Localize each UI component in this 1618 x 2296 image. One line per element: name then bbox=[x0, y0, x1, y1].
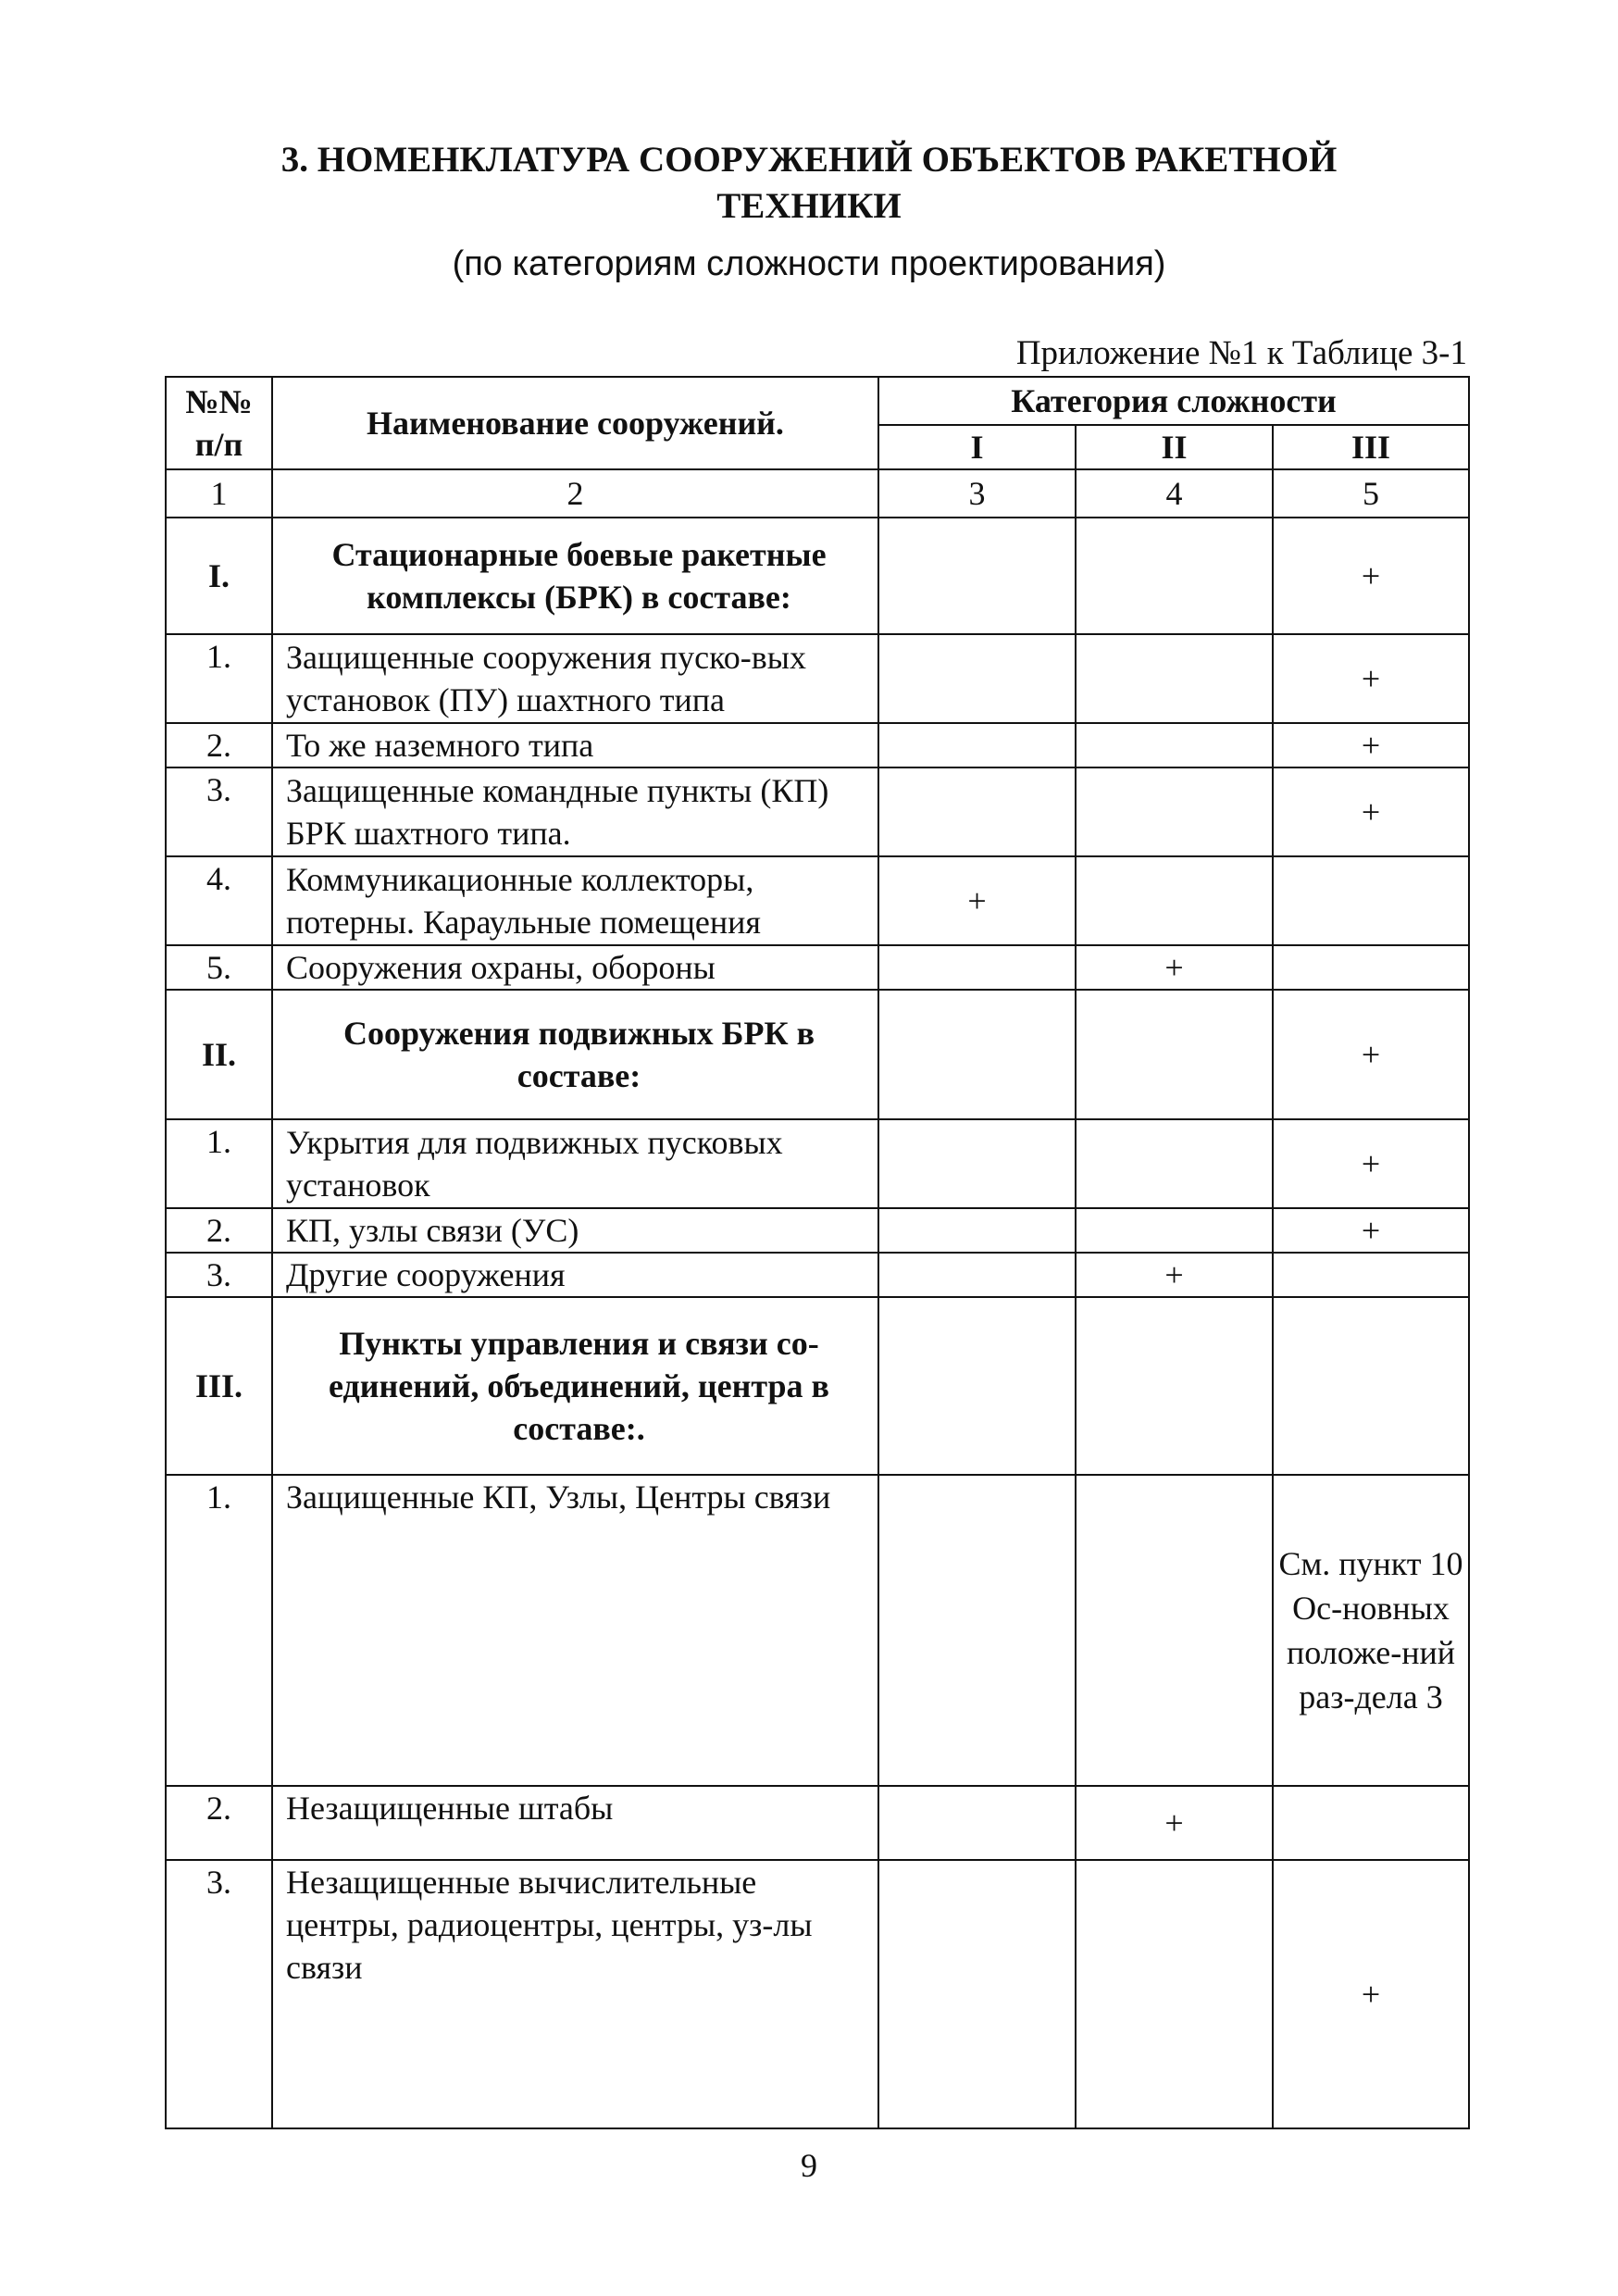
header-cat-1: I bbox=[878, 425, 1076, 469]
category-1-cell: + bbox=[878, 856, 1076, 945]
category-2-cell bbox=[1076, 634, 1273, 723]
category-2-cell bbox=[1076, 1297, 1273, 1475]
row-number: 4. bbox=[166, 856, 272, 945]
category-1-cell bbox=[878, 945, 1076, 990]
header-num-line2: п/п bbox=[194, 426, 243, 463]
header-cat-2: II bbox=[1076, 425, 1273, 469]
title-line-2: ТЕХНИКИ bbox=[716, 186, 902, 226]
table-row bbox=[166, 634, 1469, 723]
category-1-cell bbox=[878, 1119, 1076, 1208]
category-1-cell bbox=[878, 1475, 1076, 1786]
category-1-cell bbox=[878, 767, 1076, 856]
category-2-cell bbox=[1076, 1208, 1273, 1253]
category-2-cell bbox=[1076, 1475, 1273, 1786]
row-name: Стационарные боевые ракетные комплексы (БРК) в составе: bbox=[272, 518, 878, 634]
category-1-cell bbox=[878, 1786, 1076, 1860]
category-3-cell: + bbox=[1273, 1208, 1469, 1253]
column-number: 4 bbox=[1076, 469, 1273, 518]
category-3-cell bbox=[1273, 945, 1469, 990]
category-2-cell bbox=[1076, 723, 1273, 767]
category-1-cell bbox=[878, 1860, 1076, 2128]
table-row bbox=[166, 1860, 1469, 2128]
table-row bbox=[166, 990, 1469, 1119]
title-line-1: 3. НОМЕНКЛАТУРА СООРУЖЕНИЙ ОБЪЕКТОВ РАКЕТНОЙ bbox=[280, 140, 1338, 180]
row-name: Сооружения подвижных БРК в составе: bbox=[272, 990, 878, 1119]
header-name-cell: Наименование сооружений. bbox=[272, 377, 878, 469]
category-3-cell bbox=[1273, 1297, 1469, 1475]
table-row bbox=[166, 856, 1469, 945]
category-1-cell bbox=[878, 990, 1076, 1119]
row-name: Пункты управления и связи со-единений, объединений, центра в составе:. bbox=[272, 1297, 878, 1475]
category-3-cell: + bbox=[1273, 634, 1469, 723]
header-category-cell: Категория сложности bbox=[878, 377, 1469, 425]
category-3-cell: + bbox=[1273, 518, 1469, 634]
row-number: 2. bbox=[166, 1208, 272, 1253]
table-row bbox=[166, 1297, 1469, 1475]
category-2-cell: + bbox=[1076, 1253, 1273, 1297]
column-number: 3 bbox=[878, 469, 1076, 518]
table-row bbox=[166, 945, 1469, 990]
category-1-cell bbox=[878, 518, 1076, 634]
category-3-cell: + bbox=[1273, 990, 1469, 1119]
category-2-cell bbox=[1076, 990, 1273, 1119]
category-3-cell: + bbox=[1273, 767, 1469, 856]
category-3-cell bbox=[1273, 856, 1469, 945]
category-2-cell bbox=[1076, 1860, 1273, 2128]
document-subtitle: (по категориям сложности проектирования) bbox=[452, 244, 1166, 283]
category-3-cell bbox=[1273, 1786, 1469, 1860]
table-row bbox=[166, 723, 1469, 767]
header-row bbox=[166, 377, 1469, 425]
table-row bbox=[166, 1253, 1469, 1297]
column-number: 1 bbox=[166, 469, 272, 518]
document-title bbox=[0, 137, 1618, 230]
table-row bbox=[166, 518, 1469, 634]
category-3-cell: + bbox=[1273, 723, 1469, 767]
row-number: 1. bbox=[166, 634, 272, 723]
category-2-cell: + bbox=[1076, 1786, 1273, 1860]
category-3-cell bbox=[1273, 1253, 1469, 1297]
appendix-reference: Приложение №1 к Таблице 3-1 bbox=[1015, 334, 1467, 372]
category-1-cell bbox=[878, 1208, 1076, 1253]
row-number: 2. bbox=[166, 723, 272, 767]
table-row bbox=[166, 1475, 1469, 1786]
row-name: Коммуникационные коллекторы, потерны. Караульные помещения bbox=[272, 856, 878, 945]
table-row bbox=[166, 1208, 1469, 1253]
column-number: 5 bbox=[1273, 469, 1469, 518]
row-number: 2. bbox=[166, 1786, 272, 1860]
table-row bbox=[166, 1786, 1469, 1860]
row-name: Защищенные сооружения пуско-вых установок (ПУ) шахтного типа bbox=[272, 634, 878, 723]
category-3-note-cell: См. пункт 10 Ос-новных положе-ний раз-дела 3 bbox=[1273, 1475, 1469, 1786]
category-1-cell bbox=[878, 1297, 1076, 1475]
row-name: Защищенные командные пункты (КП) БРК шахтного типа. bbox=[272, 767, 878, 856]
category-2-cell: + bbox=[1076, 945, 1273, 990]
header-num-line1: №№ bbox=[185, 383, 253, 420]
row-number: II. bbox=[166, 990, 272, 1119]
table-row bbox=[166, 1119, 1469, 1208]
category-2-cell bbox=[1076, 1119, 1273, 1208]
category-1-cell bbox=[878, 1253, 1076, 1297]
category-1-cell bbox=[878, 723, 1076, 767]
table-row bbox=[166, 767, 1469, 856]
row-name: Незащищенные штабы bbox=[272, 1786, 878, 1860]
row-name: Другие сооружения bbox=[272, 1253, 878, 1297]
category-2-cell bbox=[1076, 518, 1273, 634]
row-number: 1. bbox=[166, 1119, 272, 1208]
row-name: Незащищенные вычислительные центры, радиоцентры, центры, уз-лы связи bbox=[272, 1860, 878, 2128]
column-number-row bbox=[166, 469, 1469, 518]
row-number: 3. bbox=[166, 767, 272, 856]
category-1-cell bbox=[878, 634, 1076, 723]
row-number: 5. bbox=[166, 945, 272, 990]
row-number: 1. bbox=[166, 1475, 272, 1786]
row-number: III. bbox=[166, 1297, 272, 1475]
row-name: То же наземного типа bbox=[272, 723, 878, 767]
row-name: Укрытия для подвижных пусковых установок bbox=[272, 1119, 878, 1208]
nomenclature-table bbox=[165, 376, 1470, 2129]
row-number: 3. bbox=[166, 1253, 272, 1297]
row-number: I. bbox=[166, 518, 272, 634]
category-2-cell bbox=[1076, 767, 1273, 856]
category-3-cell: + bbox=[1273, 1119, 1469, 1208]
category-3-cell: + bbox=[1273, 1860, 1469, 2128]
row-name: Сооружения охраны, обороны bbox=[272, 945, 878, 990]
column-number: 2 bbox=[272, 469, 878, 518]
row-name: КП, узлы связи (УС) bbox=[272, 1208, 878, 1253]
page-number: 9 bbox=[801, 2147, 817, 2184]
category-2-cell bbox=[1076, 856, 1273, 945]
header-num-cell bbox=[166, 377, 272, 469]
row-number: 3. bbox=[166, 1860, 272, 2128]
header-cat-3: III bbox=[1273, 425, 1469, 469]
row-name: Защищенные КП, Узлы, Центры связи bbox=[272, 1475, 878, 1786]
